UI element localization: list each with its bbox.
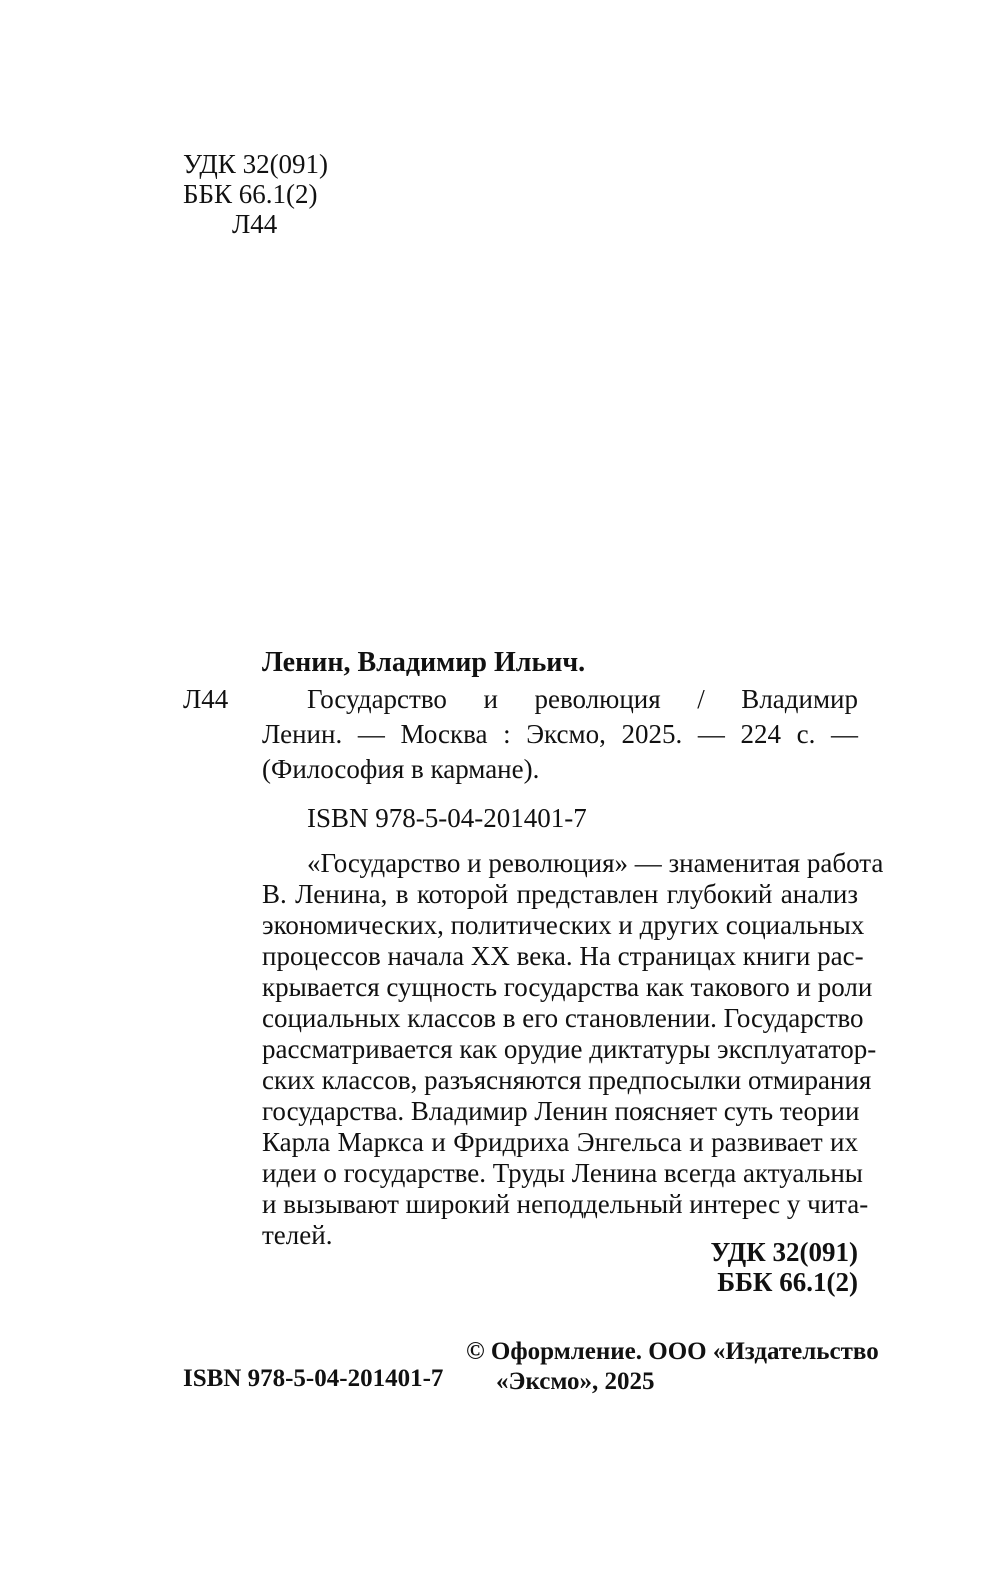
- annotation-line: экономических, политических и других социальных: [262, 910, 865, 940]
- author-heading: Ленин, Владимир Ильич.: [262, 647, 586, 678]
- annotation-line: и вызывают широкий неподдельный интерес у чита-: [262, 1189, 869, 1219]
- author-code-side: Л44: [183, 684, 229, 714]
- copyright-line: © Оформление. ООО «Издательство: [466, 1338, 879, 1365]
- bibliographic-line: Ленин. — Москва : Эксмо, 2025. — 224 с. —: [262, 719, 858, 749]
- annotation-line: процессов начала XX века. На страницах книги рас-: [262, 941, 864, 971]
- isbn-card: ISBN 978-5-04-201401-7: [307, 803, 587, 833]
- udk-code-top: УДК 32(091): [183, 149, 329, 179]
- annotation-line: «Государство и революция» — знаменитая работа: [307, 848, 884, 878]
- bibliographic-line: Государство и революция / Владимир: [307, 684, 858, 714]
- author-code-top: Л44: [232, 209, 278, 239]
- annotation-line: социальных классов в его становлении. Государство: [262, 1003, 864, 1033]
- bibliographic-line: (Философия в кармане).: [262, 754, 540, 784]
- annotation-line: идеи о государстве. Труды Ленина всегда актуальны: [262, 1158, 863, 1188]
- annotation-line: крывается сущность государства как такового и роли: [262, 972, 873, 1002]
- annotation-line: В. Ленина, в которой представлен глубокий анализ: [262, 879, 858, 909]
- isbn-footer: ISBN 978-5-04-201401-7: [183, 1365, 444, 1392]
- annotation-line: государства. Владимир Ленин поясняет суть теории: [262, 1096, 860, 1126]
- copyright-line: «Эксмо», 2025: [496, 1368, 655, 1395]
- annotation-line: телей.: [262, 1220, 333, 1250]
- annotation-line: ских классов, разъясняются предпосылки отмирания: [262, 1065, 872, 1095]
- bbk-code-bottom: ББК 66.1(2): [717, 1267, 858, 1297]
- udk-code-bottom: УДК 32(091): [710, 1237, 858, 1267]
- annotation-line: Карла Маркса и Фридриха Энгельса и развивает их: [262, 1127, 858, 1157]
- bbk-code-top: ББК 66.1(2): [183, 179, 318, 209]
- annotation-line: рассматривается как орудие диктатуры эксплуататор-: [262, 1034, 877, 1064]
